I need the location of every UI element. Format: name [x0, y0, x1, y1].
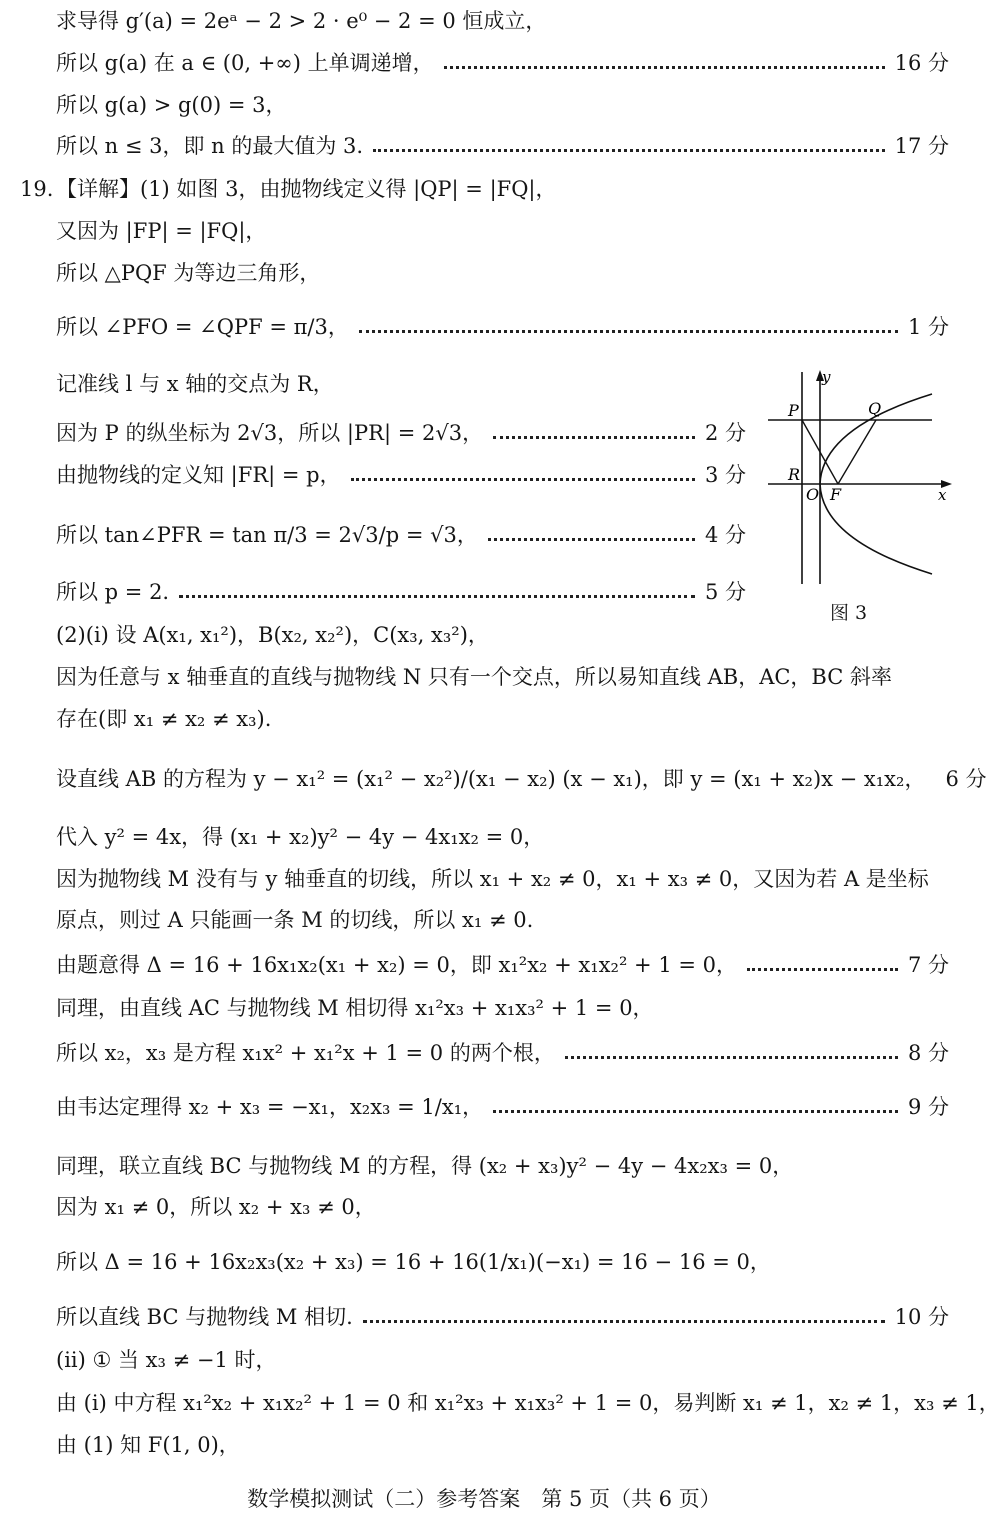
score-label: 1 分 [907, 315, 949, 339]
score-label: 6 分 [945, 767, 987, 791]
text-line: 因为抛物线 M 没有与 y 轴垂直的切线，所以 x₁ + x₂ ≠ 0，x₁ + x₃ ≠ 0，又因为若 A 是坐标 [56, 867, 929, 891]
point-o-label: O [806, 485, 820, 504]
text-line: (2)(i) 设 A(x₁, x₁²)，B(x₂, x₂²)，C(x₃, x₃²)， [56, 623, 489, 647]
scored-line: 所以 p = 2. 5 分 [56, 577, 746, 607]
text-line: 原点，则过 A 只能画一条 M 的切线，所以 x₁ ≠ 0. [56, 908, 534, 932]
text-line: 存在(即 x₁ ≠ x₂ ≠ x₃). [56, 707, 272, 731]
x-axis-label: x [938, 486, 947, 504]
score-label: 3 分 [704, 463, 746, 487]
scored-line: 由题意得 Δ = 16 + 16x₁x₂(x₁ + x₂) = 0，即 x₁²x₂ + x₁x₂² + 1 = 0， 7 分 [56, 950, 949, 980]
score-label: 8 分 [907, 1041, 949, 1065]
text-line: 同理，由直线 AC 与抛物线 M 相切得 x₁²x₃ + x₁x₃² + 1 = 0， [56, 996, 654, 1020]
text-line: 由 (1) 知 F(1, 0)， [56, 1433, 240, 1457]
text-line: 所以 Δ = 16 + 16x₂x₃(x₂ + x₃) = 16 + 16(1/x₁)(−x₁) = 16 − 16 = 0， [56, 1250, 771, 1274]
score-label: 2 分 [704, 421, 746, 445]
score-label: 4 分 [704, 523, 746, 547]
text-line: 又因为 |FP| = |FQ|， [56, 219, 267, 243]
figure-3-parabola-diagram [760, 366, 956, 590]
scored-line: 所以 g(a) 在 a ∈ (0, +∞) 上单调递增， 16 分 [56, 48, 949, 78]
y-axis-label: y [822, 368, 831, 386]
text-line: 同理，联立直线 BC 与抛物线 M 的方程，得 (x₂ + x₃)y² − 4y − 4x₂x₃ = 0， [56, 1154, 794, 1178]
score-label: 9 分 [907, 1095, 949, 1119]
point-r-label: R [788, 465, 801, 484]
point-f-label: F [830, 485, 842, 504]
text-line: 所以 g(a) > g(0) = 3， [56, 93, 287, 117]
text-line: 所以 △PQF 为等边三角形， [56, 261, 321, 285]
question-number: 19. [20, 177, 54, 201]
page-footer: 数学模拟测试（二）参考答案 第 5 页（共 6 页） [247, 1487, 721, 1511]
point-p-label: P [788, 401, 799, 420]
text-line: 记准线 l 与 x 轴的交点为 R， [56, 372, 334, 396]
segment-fq [838, 420, 876, 484]
scored-line: 所以 n ≤ 3，即 n 的最大值为 3. 17 分 [56, 131, 949, 161]
scored-line: 所以 x₂，x₃ 是方程 x₁x² + x₁²x + 1 = 0 的两个根， 8 分 [56, 1038, 949, 1068]
text-line: 代入 y² = 4x，得 (x₁ + x₂)y² − 4y − 4x₁x₂ = 0， [56, 825, 545, 849]
text-line: (ii) ① 当 x₃ ≠ −1 时， [56, 1348, 277, 1372]
text-line: 求导得 g′(a) = 2eᵃ − 2 > 2 · e⁰ − 2 = 0 恒成立， [56, 9, 547, 33]
score-label: 17 分 [894, 134, 949, 158]
score-label: 7 分 [907, 953, 949, 977]
figure-caption: 图 3 [830, 602, 868, 624]
score-label: 5 分 [704, 580, 746, 604]
scored-line: 设直线 AB 的方程为 y − x₁² = (x₁² − x₂²)/(x₁ − x₂) (x − x₁)，即 y = (x₁ + x₂)x − x₁x₂， 6 分 [56, 764, 949, 794]
score-label: 10 分 [894, 1305, 949, 1329]
scored-line: 所以 ∠PFO = ∠QPF = π/3， 1 分 [56, 312, 949, 342]
scored-line: 由抛物线的定义知 |FR| = p， 3 分 [56, 460, 746, 490]
question-19-heading: 19. 【详解】(1) 如图 3，由抛物线定义得 |QP| = |FQ|， [20, 174, 557, 204]
score-label: 16 分 [894, 51, 949, 75]
text-line: 因为 x₁ ≠ 0，所以 x₂ + x₃ ≠ 0， [56, 1195, 376, 1219]
text-line: 因为任意与 x 轴垂直的直线与抛物线 N 只有一个交点，所以易知直线 AB，AC，BC 斜率 [56, 665, 892, 689]
point-q-label: Q [868, 399, 882, 418]
scored-line: 由韦达定理得 x₂ + x₃ = −x₁，x₂x₃ = 1/x₁， 9 分 [56, 1092, 949, 1122]
text-line: 由 (i) 中方程 x₁²x₂ + x₁x₂² + 1 = 0 和 x₁²x₃ + x₁x₃² + 1 = 0，易判断 x₁ ≠ 1，x₂ ≠ 1，x₃ ≠ 1， [56, 1391, 1000, 1415]
scored-line: 因为 P 的纵坐标为 2√3，所以 |PR| = 2√3， 2 分 [56, 418, 746, 448]
scored-line: 所以 tan∠PFR = tan π/3 = 2√3/p = √3， 4 分 [56, 520, 746, 550]
scored-line: 所以直线 BC 与抛物线 M 相切. 10 分 [56, 1302, 949, 1332]
